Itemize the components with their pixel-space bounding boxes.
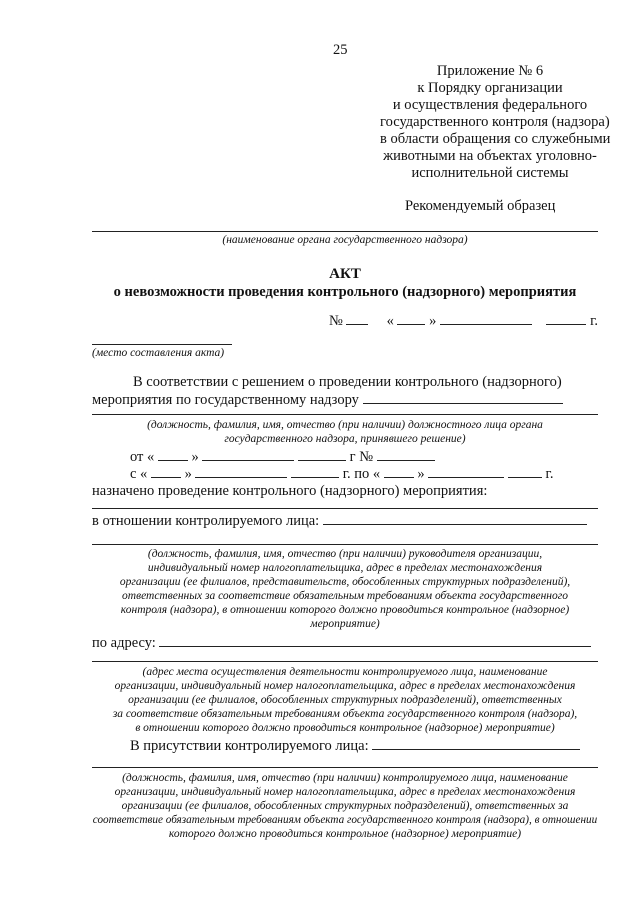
caption-line: индивидуальный номер налогоплательщика, адрес в пределах местонахождения [147,562,543,574]
para1-line2-text: мероприятия по государственному надзору [92,392,359,408]
decision-day-field[interactable] [158,448,188,461]
controlled-person-label: в отношении контролируемого лица: [92,513,320,529]
period-row [130,465,553,483]
quote-close: » [184,466,192,482]
period-to-label: г. по « [342,466,381,482]
sample-label: Рекомендуемый образец [405,198,556,214]
appendix-line: государственного контроля (надзора) [380,114,610,130]
period-end-day-field[interactable] [384,465,414,478]
presence-field[interactable] [372,737,580,750]
appendix-line: животными на объектах уголовно- [383,148,597,164]
controlled-person-row [92,512,587,530]
decision-year-field[interactable] [298,448,346,461]
year-label: г [349,449,356,465]
page-number: 25 [333,42,348,58]
period-end-year-field[interactable] [508,465,542,478]
presence-label: В присутствии контролируемого лица: [130,738,369,754]
address-line[interactable] [92,661,598,662]
act-day-field[interactable] [397,312,425,325]
presence-row [130,737,580,755]
number-sign: № [359,449,374,465]
caption-line: которого должно проводиться контрольное (надзорное) мероприятие) [168,828,522,840]
caption-line: за соответствие обязательным требованиям объекта государственного контроля (надзора), [112,708,578,720]
year-suffix: г. [545,466,554,482]
official-line[interactable] [92,414,598,415]
caption-line: (адрес места осуществления деятельности контролируемого лица, наименование [142,666,548,678]
address-field[interactable] [159,634,591,647]
caption-line: (должность, фамилия, имя, отчество (при наличии) контролируемого лица, наименование [122,772,568,784]
decision-month-field[interactable] [202,448,294,461]
caption-line: организации, индивидуальный номер налогоплательщика, адрес в пределах местонахождения [114,786,576,798]
address-label: по адресу: [92,635,156,651]
from-label: от « [130,449,155,465]
caption-line: соответствие обязательным требованиям объекта государственного контроля (надзора), в отношении [92,814,598,826]
appendix-line: к Порядку организации [417,80,563,96]
scheduled-line[interactable] [92,508,598,509]
scheduled-text: назначено проведение контрольного (надзорного) мероприятия: [92,483,488,499]
period-start-year-field[interactable] [291,465,339,478]
act-year-field[interactable] [546,312,586,325]
place-caption: (место составления акта) [92,347,225,359]
quote-close: » [429,313,437,329]
official-caption-1: (должность, фамилия, имя, отчество (при наличии) должностного лица органа [147,419,543,431]
authority-caption: (наименование органа государственного надзора) [222,234,468,246]
act-number-field[interactable] [346,312,368,325]
authority-line [92,231,598,232]
caption-line: организации (ее филиалов, обособленных структурных подразделений), ответственных [128,694,562,706]
caption-line: организации (ее филиалов, обособленных структурных подразделений), ответственных за [121,800,569,812]
period-end-month-field[interactable] [428,465,504,478]
caption-line: контроля (надзора), в отношении которого должно проводиться контрольное (надзорное) [120,604,570,616]
para1-line1: В соответствии с решением о проведении контрольного (надзорного) [133,374,562,390]
caption-line: ответственных за соответствие обязательным требованиям объекта государственного [122,590,568,602]
caption-line: организации, индивидуальный номер налогоплательщика, адрес в пределах местонахождения [114,680,576,692]
doc-title: АКТ [329,266,361,282]
quote-close: » [417,466,425,482]
quote-close: » [191,449,199,465]
caption-line: организации (ее филиалов, представительств, обособленных структурных подразделений), [119,576,571,588]
appendix-line: исполнительной системы [411,165,569,181]
doc-subtitle: о невозможности проведения контрольного (надзорного) мероприятия [113,284,577,300]
act-month-field[interactable] [440,312,532,325]
period-from-label: с « [130,466,148,482]
controlled-person-line[interactable] [92,544,598,545]
caption-line: в отношении которого должно проводиться контрольное (надзорное) мероприятие) [135,722,555,734]
period-start-day-field[interactable] [151,465,181,478]
place-line[interactable] [92,344,232,345]
appendix-line: и осуществления федерального [392,97,588,113]
decision-number-field[interactable] [377,448,435,461]
quote-open: « [386,313,394,329]
appendix-line: Приложение № 6 [436,63,544,79]
presence-line[interactable] [92,767,598,768]
supervision-field[interactable] [363,391,563,404]
decision-date-row [130,448,435,466]
caption-line: мероприятие) [310,618,380,630]
appendix-line: в области обращения со служебными [380,131,611,147]
number-sign: № [329,313,343,329]
address-row [92,634,591,652]
period-start-month-field[interactable] [195,465,287,478]
official-caption-2: государственного надзора, принявшего решение) [224,433,466,445]
act-number-row [329,312,598,330]
caption-line: (должность, фамилия, имя, отчество (при наличии) руководителя организации, [147,548,543,560]
controlled-person-field[interactable] [323,512,587,525]
year-suffix: г. [590,313,599,329]
para1-line2 [92,391,563,409]
